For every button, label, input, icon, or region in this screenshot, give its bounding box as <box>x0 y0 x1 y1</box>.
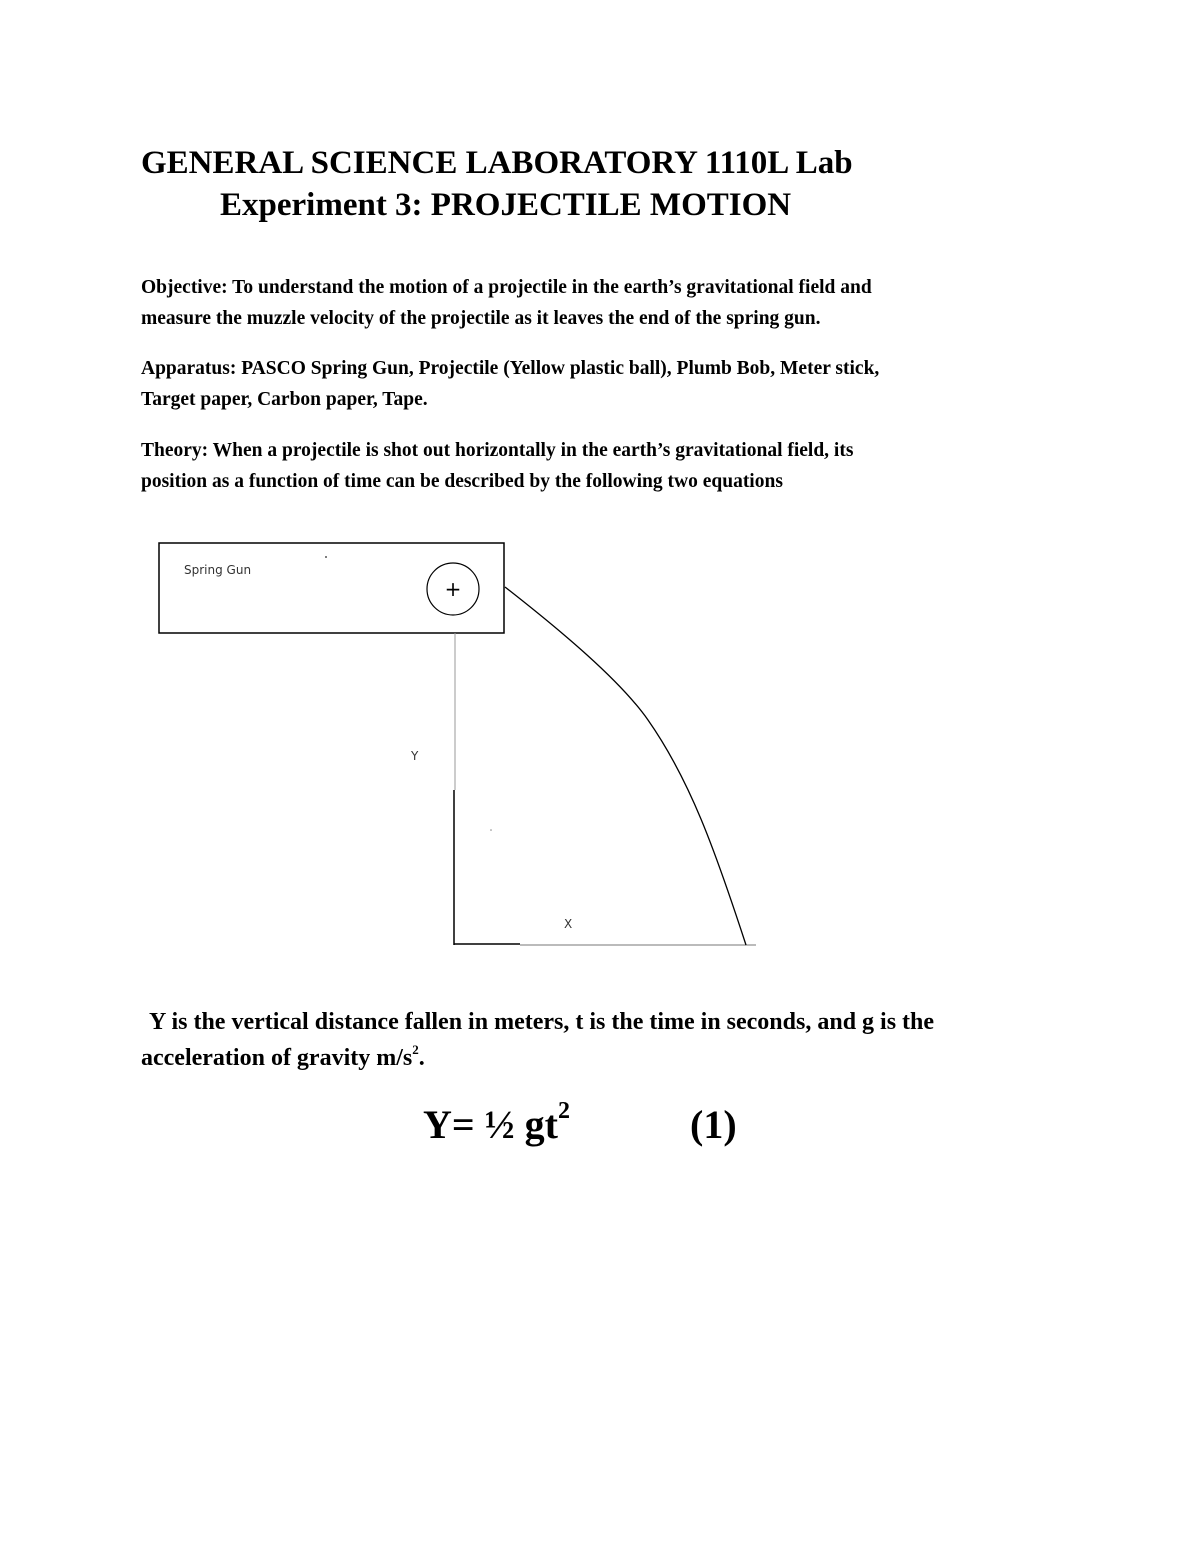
equation-number: (1) <box>690 1102 737 1147</box>
equation-expression: Y= ½ gt <box>423 1102 558 1147</box>
equation-1 <box>423 1100 570 1150</box>
description-line-2-text: acceleration of gravity m/s <box>141 1045 413 1071</box>
projectile-ball-symbol: + <box>444 577 462 601</box>
y-distance-label: Y <box>411 749 419 763</box>
theory-line-2: position as a function of time can be described by the following two equations <box>141 471 783 492</box>
equation-exponent: 2 <box>558 1098 570 1124</box>
speck-mark <box>490 829 492 831</box>
objective-line-1: Objective: To understand the motion of a projectile in the earth’s gravitational field and <box>141 277 872 298</box>
objective-line-2: measure the muzzle velocity of the projectile as it leaves the end of the spring gun. <box>141 308 821 329</box>
description-line-2-end: . <box>418 1045 425 1071</box>
theory-line-1: Theory: When a projectile is shot out horizontally in the earth’s gravitational field, its <box>141 440 854 461</box>
title-line-2: Experiment 3: PROJECTILE MOTION <box>220 187 792 223</box>
speck-mark <box>325 556 327 558</box>
apparatus-line-1: Apparatus: PASCO Spring Gun, Projectile (Yellow plastic ball), Plumb Bob, Meter stick, <box>141 358 880 379</box>
trajectory-curve <box>505 587 746 945</box>
description-exponent: 2 <box>412 1042 419 1057</box>
apparatus-line-2: Target paper, Carbon paper, Tape. <box>141 389 428 410</box>
x-distance-label: X <box>564 917 573 931</box>
description-line-1: Y is the vertical distance fallen in meters, t is the time in seconds, and g is the <box>149 1009 935 1035</box>
spring-gun-label: Spring Gun <box>184 563 252 577</box>
variable-description <box>141 1004 934 1076</box>
title-line-1: GENERAL SCIENCE LABORATORY 1110L Lab <box>141 145 853 181</box>
description-line-2 <box>141 1040 934 1076</box>
